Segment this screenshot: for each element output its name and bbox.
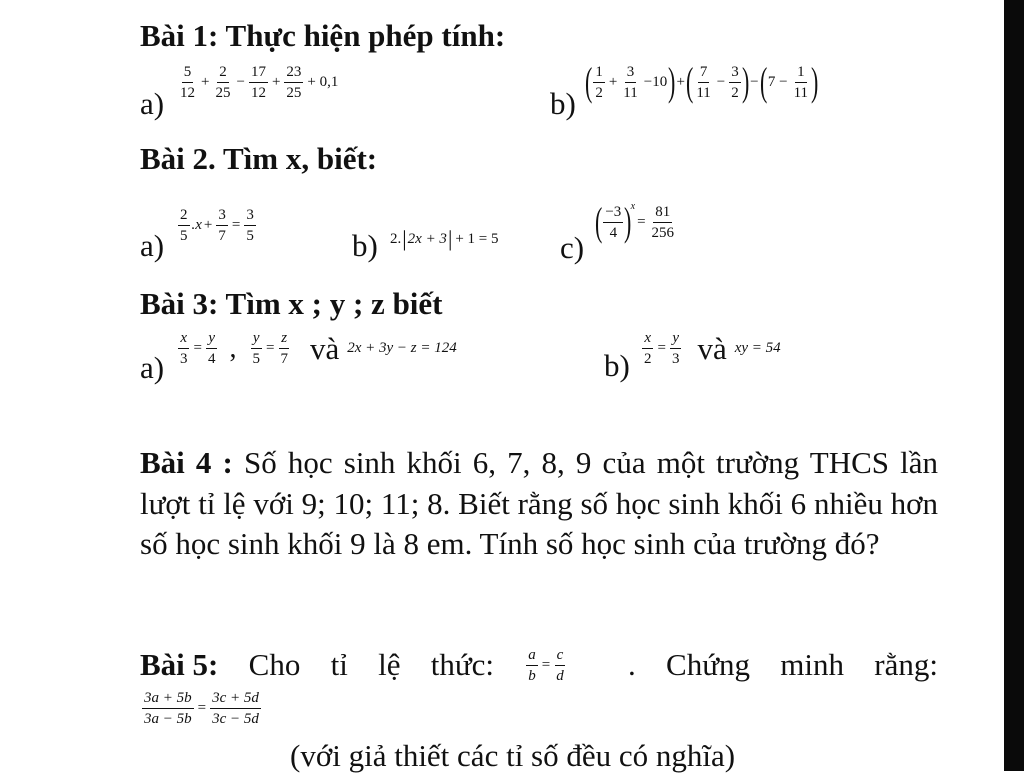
exercise-5-word: Chứng bbox=[666, 647, 751, 682]
exercise-5-proof-expression: $\frac{3a + 5b}{3a - 5b}$ = $\frac{3c + 5d}{3c - 5d}$ bbox=[144, 690, 259, 727]
exercise-4-text: Số học sinh khối 6, 7, 8, 9 của một trường THCS lần lượt tỉ lệ với 9; 10; 11; 8. Biết rằng số học sinh khối 6 nhiều hơn số học sinh khối 9 là 8 em. Tính số học sinh của trường đó? bbox=[140, 445, 938, 561]
exercise-2c-expression: ( $\frac{-3}{4}$ ) x = $\frac{81}{256}$ bbox=[594, 199, 675, 244]
exercise-1a-expression: $\frac{5}{12}$ + $\frac{2}{25}$ − $\frac{17}{12}$ + $\frac{23}{25}$ + 0,1 bbox=[180, 64, 339, 101]
exercise-5-word: minh bbox=[780, 647, 845, 682]
exercise-3a-expression: $\frac{x}{3}$ = $\frac{y}{4}$ , $\frac{y}{5}$ = $\frac{z}{7}$ và 2x + 3y − z = 124 bbox=[180, 330, 457, 367]
exercise-2b-label: b) bbox=[352, 228, 378, 263]
exercise-5-note: (với giả thiết các tỉ số đều có nghĩa) bbox=[290, 738, 736, 773]
exercise-4-paragraph bbox=[140, 443, 938, 565]
exercise-1a-label: a) bbox=[140, 86, 165, 121]
exercise-3b-label: b) bbox=[604, 348, 630, 383]
exercise-2b-expression: 2. | 2x + 3 | + 1 = 5 bbox=[390, 226, 499, 251]
exercise-5-word: rằng: bbox=[874, 647, 938, 682]
exercise-2a-expression: $\frac{2}{5}$ .x + $\frac{3}{7}$ = $\frac{3}{5}$ bbox=[180, 207, 254, 244]
right-edge-bar bbox=[1004, 0, 1024, 771]
exercise-4-title: Bài 4 : bbox=[140, 445, 233, 480]
exercise-5-word: thức: bbox=[430, 647, 495, 682]
exercise-5-word: lệ bbox=[378, 647, 401, 682]
exercise-5-word: tỉ bbox=[330, 647, 348, 682]
exercise-2a-label: a) bbox=[140, 228, 165, 263]
exercise-3-title: Bài 3: Tìm x ; y ; z biết bbox=[140, 286, 443, 321]
exercise-1b-expression: ( $\frac{1}{2}$ + $\frac{3}{11}$ −10 ) + ( $\frac{7}{11}$ − $\frac{3}{2}$ ) − ( 7 − $\frac{1}{11}$ ) bbox=[584, 59, 819, 104]
exercise-3b-expression: $\frac{x}{2}$ = $\frac{y}{3}$ và xy = 54 bbox=[644, 330, 781, 367]
exercise-5-title: Bài 5: bbox=[140, 647, 219, 682]
exercise-5-word: . bbox=[628, 647, 636, 682]
exercise-1b-label: b) bbox=[550, 86, 576, 121]
exercise-3a-label: a) bbox=[140, 350, 165, 385]
exercise-2-title: Bài 2. Tìm x, biết: bbox=[140, 141, 378, 176]
exercise-5-ratio: $\frac{a}{b}$ = $\frac{c}{d}$ bbox=[528, 646, 564, 684]
exercise-2c-label: c) bbox=[560, 230, 585, 265]
exercise-1-title: Bài 1: Thực hiện phép tính: bbox=[140, 18, 506, 53]
exercise-5-word: Cho bbox=[248, 647, 301, 682]
